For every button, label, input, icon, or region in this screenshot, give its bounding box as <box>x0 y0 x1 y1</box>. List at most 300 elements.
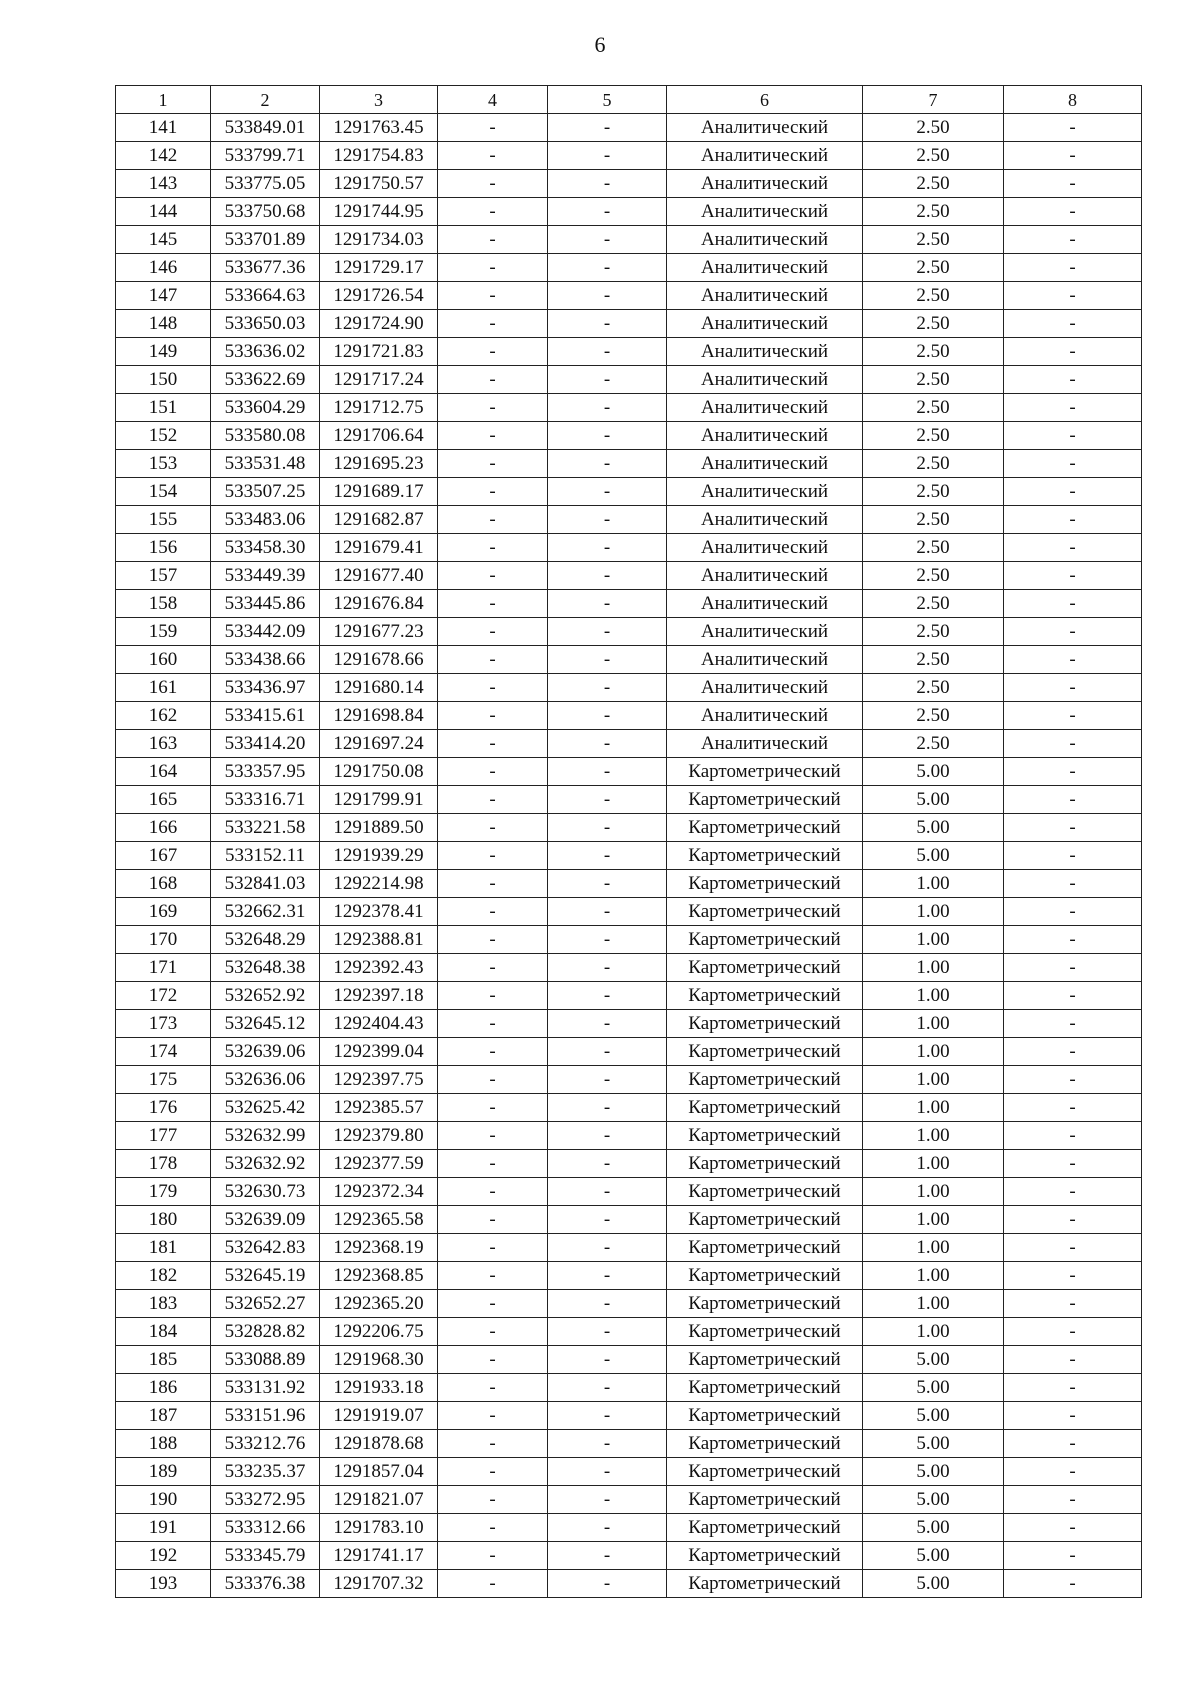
cell-col-8-value: - <box>1004 590 1142 618</box>
cell-col-5-value: - <box>548 674 667 702</box>
cell-coord-x: 533438.66 <box>211 646 320 674</box>
cell-coord-y: 1291750.08 <box>320 758 438 786</box>
cell-point-number: 178 <box>116 1150 211 1178</box>
cell-coord-x: 533312.66 <box>211 1514 320 1542</box>
cell-method: Аналитический <box>667 142 863 170</box>
cell-coord-x: 532648.29 <box>211 926 320 954</box>
cell-col-4-value: - <box>438 114 548 142</box>
cell-method: Картометрический <box>667 1570 863 1598</box>
cell-col-8-value: - <box>1004 282 1142 310</box>
cell-col-8-value: - <box>1004 1038 1142 1066</box>
cell-coord-y: 1291676.84 <box>320 590 438 618</box>
cell-col-8-value: - <box>1004 730 1142 758</box>
cell-col-4-value: - <box>438 366 548 394</box>
cell-col-4-value: - <box>438 422 548 450</box>
cell-method: Аналитический <box>667 730 863 758</box>
cell-coord-x: 533775.05 <box>211 170 320 198</box>
table-row <box>116 226 1142 254</box>
cell-method: Картометрический <box>667 1262 863 1290</box>
cell-method: Аналитический <box>667 338 863 366</box>
cell-point-number: 158 <box>116 590 211 618</box>
cell-col-4-value: - <box>438 1290 548 1318</box>
cell-method: Картометрический <box>667 870 863 898</box>
cell-col-8-value: - <box>1004 1318 1142 1346</box>
cell-col-5-value: - <box>548 1010 667 1038</box>
cell-accuracy: 2.50 <box>863 702 1004 730</box>
cell-coord-y: 1291968.30 <box>320 1346 438 1374</box>
cell-coord-x: 533458.30 <box>211 534 320 562</box>
cell-coord-y: 1292368.85 <box>320 1262 438 1290</box>
cell-coord-x: 533677.36 <box>211 254 320 282</box>
cell-col-5-value: - <box>548 226 667 254</box>
table-row <box>116 1290 1142 1318</box>
cell-coord-y: 1292365.58 <box>320 1206 438 1234</box>
cell-col-4-value: - <box>438 870 548 898</box>
cell-point-number: 176 <box>116 1094 211 1122</box>
cell-col-4-value: - <box>438 1430 548 1458</box>
cell-accuracy: 1.00 <box>863 1038 1004 1066</box>
cell-point-number: 141 <box>116 114 211 142</box>
cell-accuracy: 2.50 <box>863 310 1004 338</box>
cell-method: Картометрический <box>667 1290 863 1318</box>
page-number: 6 <box>594 32 606 57</box>
cell-col-8-value: - <box>1004 1010 1142 1038</box>
cell-accuracy: 2.50 <box>863 422 1004 450</box>
cell-col-8-value: - <box>1004 702 1142 730</box>
cell-coord-y: 1291857.04 <box>320 1458 438 1486</box>
cell-method: Картометрический <box>667 1038 863 1066</box>
cell-col-4-value: - <box>438 1038 548 1066</box>
cell-coord-x: 533604.29 <box>211 394 320 422</box>
cell-col-4-value: - <box>438 562 548 590</box>
table-row <box>116 422 1142 450</box>
cell-col-8-value: - <box>1004 1430 1142 1458</box>
cell-point-number: 160 <box>116 646 211 674</box>
cell-col-5-value: - <box>548 1122 667 1150</box>
cell-col-5-value: - <box>548 1430 667 1458</box>
cell-col-4-value: - <box>438 1094 548 1122</box>
cell-col-5-value: - <box>548 506 667 534</box>
cell-col-4-value: - <box>438 954 548 982</box>
cell-method: Картометрический <box>667 1542 863 1570</box>
cell-method: Картометрический <box>667 1402 863 1430</box>
cell-coord-x: 532642.83 <box>211 1234 320 1262</box>
table-row <box>116 142 1142 170</box>
cell-coord-x: 533701.89 <box>211 226 320 254</box>
table-row <box>116 506 1142 534</box>
cell-col-5-value: - <box>548 786 667 814</box>
cell-col-5-value: - <box>548 730 667 758</box>
table-row <box>116 786 1142 814</box>
cell-method: Аналитический <box>667 366 863 394</box>
cell-col-5-value: - <box>548 1402 667 1430</box>
cell-col-4-value: - <box>438 982 548 1010</box>
cell-method: Картометрический <box>667 1066 863 1094</box>
cell-col-5-value: - <box>548 954 667 982</box>
table-row <box>116 170 1142 198</box>
cell-accuracy: 1.00 <box>863 1206 1004 1234</box>
cell-col-8-value: - <box>1004 394 1142 422</box>
cell-coord-y: 1291741.17 <box>320 1542 438 1570</box>
cell-col-8-value: - <box>1004 870 1142 898</box>
cell-col-8-value: - <box>1004 1458 1142 1486</box>
cell-col-4-value: - <box>438 1346 548 1374</box>
cell-col-8-value: - <box>1004 1290 1142 1318</box>
cell-point-number: 177 <box>116 1122 211 1150</box>
column-header: 2 <box>211 86 320 114</box>
cell-col-5-value: - <box>548 394 667 422</box>
cell-coord-x: 532630.73 <box>211 1178 320 1206</box>
table-row <box>116 1514 1142 1542</box>
table-row <box>116 1374 1142 1402</box>
cell-method: Аналитический <box>667 646 863 674</box>
cell-col-8-value: - <box>1004 1542 1142 1570</box>
table-row <box>116 1458 1142 1486</box>
table-row <box>116 1206 1142 1234</box>
cell-accuracy: 2.50 <box>863 282 1004 310</box>
cell-coord-y: 1291754.83 <box>320 142 438 170</box>
cell-col-5-value: - <box>548 310 667 338</box>
cell-accuracy: 5.00 <box>863 1458 1004 1486</box>
cell-coord-y: 1291698.84 <box>320 702 438 730</box>
cell-coord-x: 532632.92 <box>211 1150 320 1178</box>
table-row <box>116 1150 1142 1178</box>
cell-point-number: 167 <box>116 842 211 870</box>
cell-coord-y: 1291677.40 <box>320 562 438 590</box>
cell-col-8-value: - <box>1004 226 1142 254</box>
table-row <box>116 1234 1142 1262</box>
cell-coord-y: 1291799.91 <box>320 786 438 814</box>
table-row <box>116 1346 1142 1374</box>
cell-col-4-value: - <box>438 450 548 478</box>
cell-coord-x: 533664.63 <box>211 282 320 310</box>
table-row <box>116 926 1142 954</box>
cell-col-8-value: - <box>1004 1402 1142 1430</box>
cell-col-5-value: - <box>548 1514 667 1542</box>
cell-coord-y: 1292385.57 <box>320 1094 438 1122</box>
column-header: 1 <box>116 86 211 114</box>
table-row <box>116 562 1142 590</box>
cell-coord-y: 1291763.45 <box>320 114 438 142</box>
table-row <box>116 1178 1142 1206</box>
cell-coord-x: 532828.82 <box>211 1318 320 1346</box>
cell-col-8-value: - <box>1004 114 1142 142</box>
cell-method: Картометрический <box>667 1122 863 1150</box>
cell-col-5-value: - <box>548 618 667 646</box>
cell-col-5-value: - <box>548 1150 667 1178</box>
cell-accuracy: 2.50 <box>863 674 1004 702</box>
cell-col-8-value: - <box>1004 1514 1142 1542</box>
table-row <box>116 114 1142 142</box>
cell-accuracy: 5.00 <box>863 842 1004 870</box>
cell-accuracy: 2.50 <box>863 338 1004 366</box>
cell-coord-x: 533650.03 <box>211 310 320 338</box>
cell-coord-x: 533212.76 <box>211 1430 320 1458</box>
cell-col-4-value: - <box>438 786 548 814</box>
cell-point-number: 185 <box>116 1346 211 1374</box>
cell-method: Аналитический <box>667 590 863 618</box>
cell-col-5-value: - <box>548 534 667 562</box>
cell-col-4-value: - <box>438 534 548 562</box>
cell-coord-y: 1292388.81 <box>320 926 438 954</box>
cell-coord-x: 532841.03 <box>211 870 320 898</box>
table-row <box>116 702 1142 730</box>
cell-point-number: 169 <box>116 898 211 926</box>
cell-method: Картометрический <box>667 1514 863 1542</box>
cell-point-number: 142 <box>116 142 211 170</box>
cell-col-8-value: - <box>1004 198 1142 226</box>
cell-coord-x: 532636.06 <box>211 1066 320 1094</box>
cell-coord-y: 1291750.57 <box>320 170 438 198</box>
table-row <box>116 310 1142 338</box>
cell-point-number: 155 <box>116 506 211 534</box>
coordinates-table <box>115 85 1142 1598</box>
cell-accuracy: 2.50 <box>863 366 1004 394</box>
cell-accuracy: 2.50 <box>863 730 1004 758</box>
table-row <box>116 1262 1142 1290</box>
cell-col-4-value: - <box>438 1234 548 1262</box>
cell-point-number: 147 <box>116 282 211 310</box>
cell-method: Картометрический <box>667 814 863 842</box>
cell-accuracy: 1.00 <box>863 870 1004 898</box>
cell-col-8-value: - <box>1004 898 1142 926</box>
cell-col-5-value: - <box>548 450 667 478</box>
cell-col-8-value: - <box>1004 450 1142 478</box>
column-header: 5 <box>548 86 667 114</box>
cell-col-5-value: - <box>548 422 667 450</box>
cell-col-5-value: - <box>548 1318 667 1346</box>
cell-point-number: 184 <box>116 1318 211 1346</box>
cell-accuracy: 2.50 <box>863 590 1004 618</box>
cell-coord-y: 1292399.04 <box>320 1038 438 1066</box>
cell-coord-x: 533088.89 <box>211 1346 320 1374</box>
table-row <box>116 478 1142 506</box>
cell-col-4-value: - <box>438 1178 548 1206</box>
cell-point-number: 164 <box>116 758 211 786</box>
cell-coord-x: 533414.20 <box>211 730 320 758</box>
cell-col-8-value: - <box>1004 422 1142 450</box>
cell-accuracy: 1.00 <box>863 898 1004 926</box>
table-row <box>116 898 1142 926</box>
cell-accuracy: 5.00 <box>863 1514 1004 1542</box>
cell-coord-x: 533152.11 <box>211 842 320 870</box>
cell-method: Картометрический <box>667 1234 863 1262</box>
cell-accuracy: 1.00 <box>863 1122 1004 1150</box>
cell-col-4-value: - <box>438 1150 548 1178</box>
table-row <box>116 1038 1142 1066</box>
column-header: 4 <box>438 86 548 114</box>
cell-point-number: 150 <box>116 366 211 394</box>
cell-point-number: 190 <box>116 1486 211 1514</box>
cell-coord-y: 1292365.20 <box>320 1290 438 1318</box>
cell-point-number: 171 <box>116 954 211 982</box>
cell-coord-x: 532639.09 <box>211 1206 320 1234</box>
cell-accuracy: 5.00 <box>863 758 1004 786</box>
cell-col-5-value: - <box>548 646 667 674</box>
cell-point-number: 156 <box>116 534 211 562</box>
cell-coord-y: 1291717.24 <box>320 366 438 394</box>
cell-col-4-value: - <box>438 646 548 674</box>
cell-coord-x: 533151.96 <box>211 1402 320 1430</box>
table-row <box>116 338 1142 366</box>
cell-point-number: 143 <box>116 170 211 198</box>
cell-col-5-value: - <box>548 1066 667 1094</box>
cell-col-4-value: - <box>438 842 548 870</box>
cell-method: Картометрический <box>667 758 863 786</box>
column-header: 3 <box>320 86 438 114</box>
cell-coord-x: 532632.99 <box>211 1122 320 1150</box>
cell-col-4-value: - <box>438 1458 548 1486</box>
table-row <box>116 674 1142 702</box>
cell-col-5-value: - <box>548 926 667 954</box>
table-row <box>116 1010 1142 1038</box>
cell-accuracy: 5.00 <box>863 1402 1004 1430</box>
table-body <box>116 114 1142 1598</box>
cell-coord-x: 532652.27 <box>211 1290 320 1318</box>
cell-accuracy: 5.00 <box>863 1486 1004 1514</box>
cell-coord-y: 1291695.23 <box>320 450 438 478</box>
cell-col-4-value: - <box>438 1206 548 1234</box>
cell-col-5-value: - <box>548 982 667 1010</box>
cell-point-number: 144 <box>116 198 211 226</box>
cell-coord-x: 533580.08 <box>211 422 320 450</box>
cell-accuracy: 1.00 <box>863 1094 1004 1122</box>
cell-method: Аналитический <box>667 506 863 534</box>
cell-coord-x: 533849.01 <box>211 114 320 142</box>
cell-method: Аналитический <box>667 170 863 198</box>
cell-coord-x: 532645.19 <box>211 1262 320 1290</box>
table-row <box>116 1066 1142 1094</box>
cell-col-5-value: - <box>548 254 667 282</box>
cell-point-number: 175 <box>116 1066 211 1094</box>
cell-col-4-value: - <box>438 254 548 282</box>
cell-method: Картометрический <box>667 1010 863 1038</box>
cell-point-number: 166 <box>116 814 211 842</box>
cell-accuracy: 5.00 <box>863 1374 1004 1402</box>
cell-col-8-value: - <box>1004 1570 1142 1598</box>
table-row <box>116 1486 1142 1514</box>
cell-coord-y: 1292206.75 <box>320 1318 438 1346</box>
cell-col-4-value: - <box>438 506 548 534</box>
cell-coord-y: 1292377.59 <box>320 1150 438 1178</box>
cell-accuracy: 2.50 <box>863 226 1004 254</box>
cell-accuracy: 2.50 <box>863 646 1004 674</box>
table-row <box>116 1122 1142 1150</box>
cell-accuracy: 2.50 <box>863 142 1004 170</box>
cell-coord-x: 533131.92 <box>211 1374 320 1402</box>
cell-method: Аналитический <box>667 450 863 478</box>
cell-col-8-value: - <box>1004 1206 1142 1234</box>
cell-coord-y: 1292214.98 <box>320 870 438 898</box>
table-row <box>116 1402 1142 1430</box>
cell-col-5-value: - <box>548 842 667 870</box>
cell-coord-x: 533316.71 <box>211 786 320 814</box>
cell-method: Аналитический <box>667 198 863 226</box>
cell-coord-x: 533235.37 <box>211 1458 320 1486</box>
cell-point-number: 159 <box>116 618 211 646</box>
cell-accuracy: 1.00 <box>863 1178 1004 1206</box>
cell-coord-x: 533436.97 <box>211 674 320 702</box>
cell-point-number: 181 <box>116 1234 211 1262</box>
cell-coord-x: 533415.61 <box>211 702 320 730</box>
cell-col-8-value: - <box>1004 478 1142 506</box>
column-header: 6 <box>667 86 863 114</box>
cell-point-number: 168 <box>116 870 211 898</box>
cell-col-4-value: - <box>438 142 548 170</box>
cell-col-4-value: - <box>438 282 548 310</box>
cell-col-8-value: - <box>1004 562 1142 590</box>
table-row <box>116 254 1142 282</box>
cell-col-5-value: - <box>548 114 667 142</box>
cell-col-5-value: - <box>548 590 667 618</box>
cell-col-4-value: - <box>438 674 548 702</box>
cell-col-4-value: - <box>438 590 548 618</box>
cell-accuracy: 1.00 <box>863 1290 1004 1318</box>
cell-col-5-value: - <box>548 1094 667 1122</box>
cell-accuracy: 1.00 <box>863 1066 1004 1094</box>
cell-col-4-value: - <box>438 310 548 338</box>
table-row <box>116 730 1142 758</box>
table-row <box>116 842 1142 870</box>
cell-col-5-value: - <box>548 478 667 506</box>
cell-point-number: 172 <box>116 982 211 1010</box>
cell-col-8-value: - <box>1004 1486 1142 1514</box>
table-row <box>116 618 1142 646</box>
cell-coord-y: 1291680.14 <box>320 674 438 702</box>
cell-method: Аналитический <box>667 422 863 450</box>
cell-method: Аналитический <box>667 394 863 422</box>
cell-coord-x: 533531.48 <box>211 450 320 478</box>
cell-accuracy: 2.50 <box>863 506 1004 534</box>
cell-coord-x: 532662.31 <box>211 898 320 926</box>
cell-point-number: 192 <box>116 1542 211 1570</box>
table-row <box>116 450 1142 478</box>
cell-point-number: 182 <box>116 1262 211 1290</box>
cell-method: Аналитический <box>667 534 863 562</box>
cell-coord-y: 1291689.17 <box>320 478 438 506</box>
cell-coord-y: 1291712.75 <box>320 394 438 422</box>
cell-col-8-value: - <box>1004 1122 1142 1150</box>
cell-coord-y: 1291721.83 <box>320 338 438 366</box>
cell-col-8-value: - <box>1004 338 1142 366</box>
table-row <box>116 366 1142 394</box>
cell-coord-y: 1291707.32 <box>320 1570 438 1598</box>
cell-col-8-value: - <box>1004 926 1142 954</box>
cell-coord-y: 1291919.07 <box>320 1402 438 1430</box>
cell-accuracy: 1.00 <box>863 1150 1004 1178</box>
cell-coord-x: 533636.02 <box>211 338 320 366</box>
cell-col-5-value: - <box>548 366 667 394</box>
cell-point-number: 170 <box>116 926 211 954</box>
cell-coord-y: 1292392.43 <box>320 954 438 982</box>
cell-method: Аналитический <box>667 478 863 506</box>
cell-point-number: 152 <box>116 422 211 450</box>
cell-coord-y: 1292378.41 <box>320 898 438 926</box>
cell-method: Аналитический <box>667 562 863 590</box>
cell-col-8-value: - <box>1004 366 1142 394</box>
cell-col-4-value: - <box>438 1122 548 1150</box>
cell-col-4-value: - <box>438 758 548 786</box>
cell-point-number: 162 <box>116 702 211 730</box>
cell-col-8-value: - <box>1004 814 1142 842</box>
cell-col-5-value: - <box>548 814 667 842</box>
table-row <box>116 1570 1142 1598</box>
table-row <box>116 646 1142 674</box>
cell-coord-x: 532652.92 <box>211 982 320 1010</box>
cell-coord-y: 1291682.87 <box>320 506 438 534</box>
table-row <box>116 590 1142 618</box>
cell-col-4-value: - <box>438 198 548 226</box>
